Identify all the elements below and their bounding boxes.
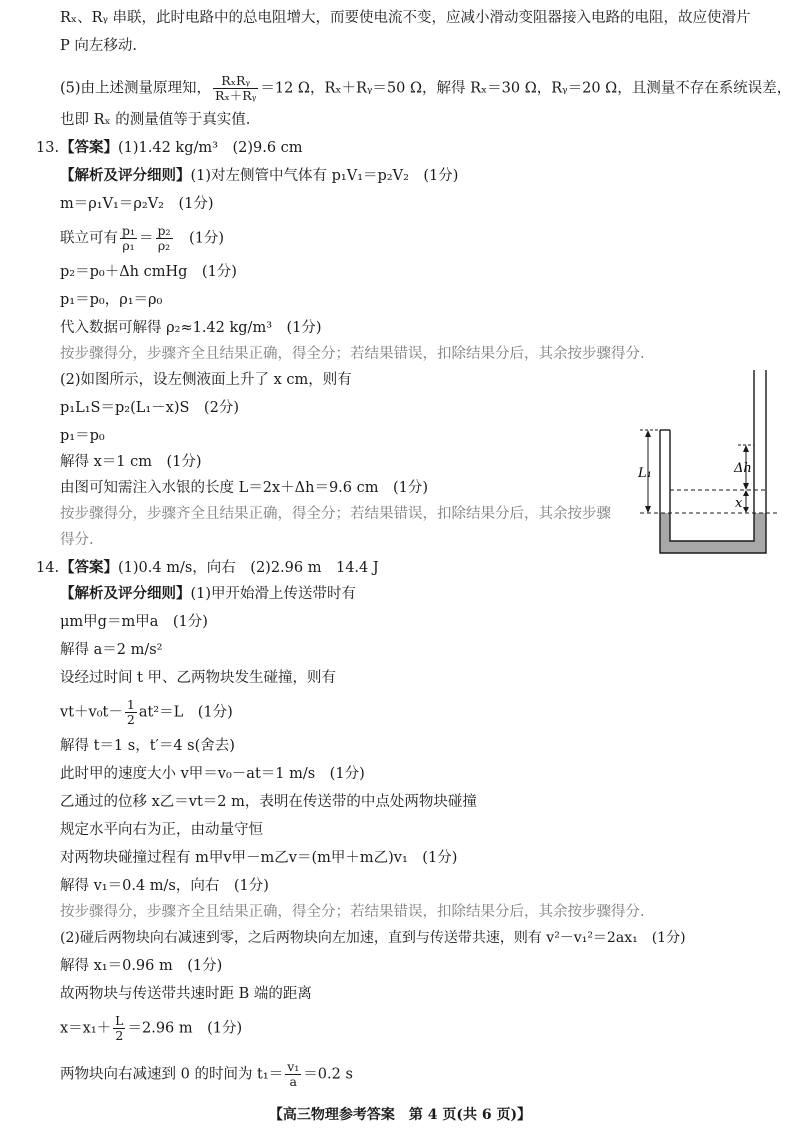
- arrow-head: [645, 430, 651, 437]
- answer-text: (1)1.42 kg/m³ (2)9.6 cm: [118, 140, 303, 156]
- text-line: 此时甲的速度大小 v甲＝v₀－at＝1 m/s (1分): [60, 766, 365, 782]
- label-dh: Δh: [734, 461, 752, 476]
- text-line: p₂＝p₀＋Δh cmHg (1分): [60, 264, 237, 280]
- text-line: m＝ρ₁V₁＝ρ₂V₂ (1分): [60, 196, 214, 212]
- text-segment: ＝: [139, 230, 154, 247]
- fraction: [125, 698, 137, 727]
- text-segment: ＝12 Ω，Rₓ＋Rᵧ＝50 Ω，解得 Rₓ＝30 Ω，Rᵧ＝20 Ω，且测量不存在系统误差，: [260, 80, 792, 97]
- text-line: 故两物块与传送带共速时距 B 端的距离: [60, 986, 312, 1002]
- text-line: μm甲g＝m甲a (1分): [60, 614, 208, 630]
- text-line: Rₓ、Rᵧ 串联，此时电路中的总电阻增大，而要使电流不变，应减小滑动变阻器接入电路的电阻，故应使滑片: [60, 10, 751, 26]
- arrow-head: [743, 507, 749, 513]
- text-segment: at²＝L (1分): [138, 704, 233, 721]
- fraction: [213, 74, 258, 103]
- page-footer: 【高三物理参考答案 第 4 页(共 6 页)】: [268, 1107, 532, 1123]
- text-line: p₁L₁S＝p₂(L₁－x)S (2分): [60, 400, 239, 416]
- denominator: ρ₁: [122, 238, 135, 253]
- text-line: (2)如图所示，设左侧液面上升了 x cm，则有: [60, 372, 352, 388]
- arrow-head: [743, 483, 749, 490]
- text-line: 对两物块碰撞过程有 m甲v甲－m乙v＝(m甲＋m乙)v₁ (1分): [60, 850, 458, 866]
- text-segment: 联立可有: [60, 230, 118, 247]
- text-line: 解得 v₁＝0.4 m/s，向右 (1分): [60, 878, 269, 894]
- question-number: 14.: [36, 560, 60, 576]
- arrow-head: [645, 506, 651, 513]
- denominator: ρ₂: [157, 238, 171, 253]
- text-line: 也即 Rₓ 的测量值等于真实值.: [60, 112, 251, 128]
- text-segment: vt＋v₀t－: [60, 704, 123, 721]
- formula-line: [60, 74, 791, 103]
- text-line: 乙通过的位移 x乙＝vt＝2 m，表明在传送带的中点处两物块碰撞: [60, 794, 477, 810]
- fraction: [113, 1014, 125, 1043]
- text-segment: 两物块向右减速到 0 的时间为 t₁＝: [60, 1066, 284, 1083]
- text-line: 解得 x＝1 cm (1分): [60, 454, 202, 470]
- text-line: 规定水平向右为正，由动量守恒: [60, 822, 263, 838]
- detail-tag: 【解析及评分细则】: [60, 585, 191, 602]
- text-line: 由图可知需注入水银的长度 L＝2x＋Δh＝9.6 cm (1分): [60, 480, 429, 496]
- answer-line: [60, 138, 303, 158]
- text-line: 设经过时间 t 甲、乙两物块发生碰撞，则有: [60, 670, 337, 686]
- label-x: x: [735, 496, 743, 511]
- fraction: [285, 1060, 301, 1089]
- label-l1: L₁: [638, 466, 652, 481]
- denominator: a: [289, 1074, 297, 1089]
- formula-line: [60, 224, 224, 253]
- numerator: p₂: [157, 223, 171, 238]
- grading-note: 按步骤得分，步骤齐全且结果正确，得全分；若结果错误，扣除结果分后，其余按步骤: [60, 506, 611, 522]
- denominator: Rₓ＋Rᵧ: [215, 88, 257, 103]
- formula-line: [60, 698, 233, 727]
- fraction: [120, 224, 137, 253]
- numerator: 1: [126, 697, 135, 712]
- grading-note: 得分.: [60, 532, 94, 548]
- text-line: 解得 x₁＝0.96 m (1分): [60, 958, 223, 974]
- text-segment: (5)由上述测量原理知，: [60, 80, 212, 97]
- detail-line: [60, 584, 356, 604]
- answer-tag: 【答案】: [60, 559, 118, 576]
- text-segment: ＝2.96 m (1分): [127, 1020, 243, 1037]
- text-segment: (1分): [174, 230, 225, 247]
- detail-tag: 【解析及评分细则】: [60, 167, 191, 184]
- denominator: 2: [126, 712, 135, 727]
- text-segment: (1)对左侧管中气体有 p₁V₁＝p₂V₂ (1分): [190, 168, 459, 184]
- formula-line: [60, 1014, 242, 1043]
- text-line: 解得 a＝2 m/s²: [60, 642, 163, 658]
- numerator: L: [115, 1013, 124, 1028]
- text-line: p₁＝p₀: [60, 428, 105, 444]
- text-segment: x＝x₁＋: [60, 1020, 112, 1037]
- tube-inner-wall: [670, 370, 754, 541]
- grading-note: 按步骤得分，步骤齐全且结果正确，得全分；若结果错误，扣除结果分后，其余按步骤得分.: [60, 904, 645, 920]
- text-line: 代入数据可解得 ρ₂≈1.42 kg/m³ (1分): [60, 320, 322, 336]
- answer-tag: 【答案】: [60, 139, 118, 156]
- numerator: p₁: [122, 223, 136, 238]
- grading-note: 按步骤得分，步骤齐全且结果正确，得全分；若结果错误，扣除结果分后，其余按步骤得分.: [60, 346, 645, 362]
- detail-line: [60, 166, 458, 186]
- mercury-fill: [660, 513, 766, 553]
- numerator: v₁: [287, 1059, 300, 1074]
- arrow-head: [743, 445, 749, 452]
- text-line: P 向左移动.: [60, 38, 137, 54]
- text-line: p₁＝p₀，ρ₁＝ρ₀: [60, 292, 163, 308]
- denominator: 2: [115, 1028, 124, 1043]
- answer-text: (1)0.4 m/s，向右 (2)2.96 m 14.4 J: [118, 560, 379, 576]
- text-line: 解得 t＝1 s，t′＝4 s(舍去): [60, 738, 235, 754]
- formula-line: [60, 1060, 353, 1089]
- fraction: [156, 224, 173, 253]
- numerator: RₓRᵧ: [213, 74, 258, 89]
- text-segment: ＝0.2 s: [303, 1066, 353, 1083]
- arrow-head: [743, 490, 749, 496]
- text-segment: (1)甲开始滑上传送带时有: [190, 586, 357, 602]
- question-number: 13.: [36, 140, 60, 156]
- text-line: (2)碰后两物块向右减速到零，之后两物块向左加速，直到与传送带共速，则有 v²－v₁²＝2ax₁ (1分): [60, 930, 686, 946]
- u-tube-diagram: [620, 370, 780, 560]
- answer-line: [60, 558, 379, 578]
